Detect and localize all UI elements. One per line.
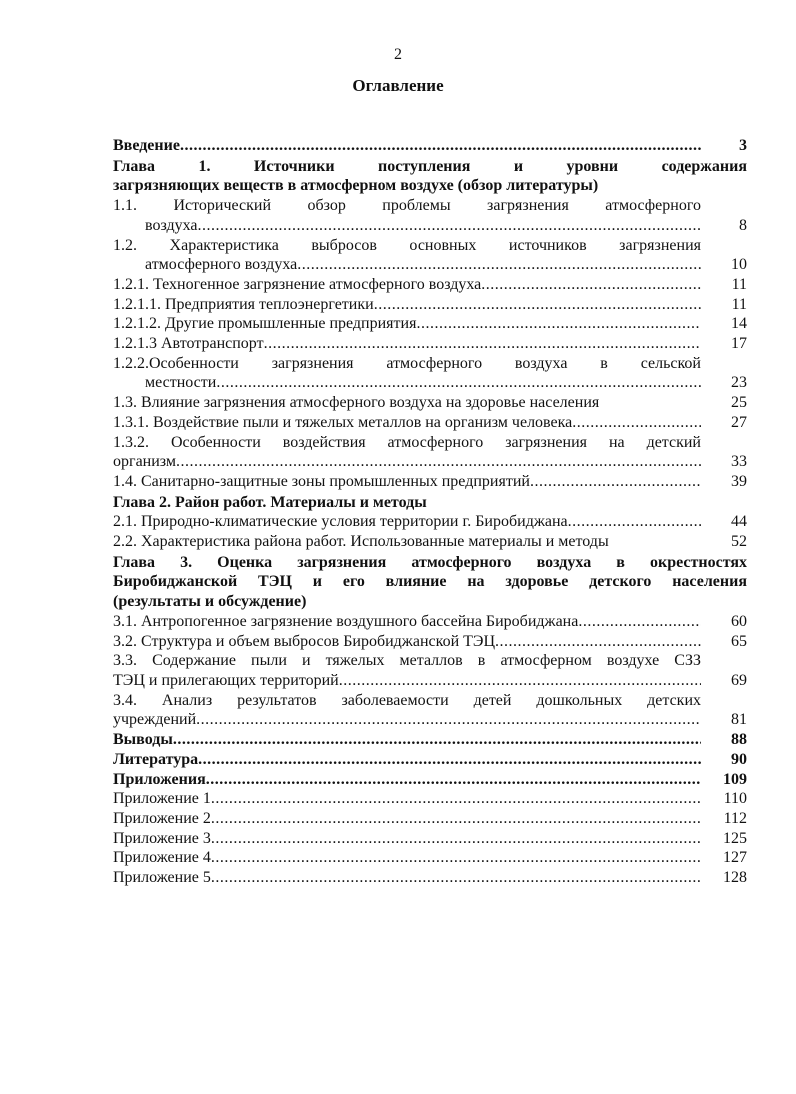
toc-page-number: 125 bbox=[723, 829, 747, 847]
toc-entry-line bbox=[113, 809, 701, 829]
toc-entry-title: 1.2.1.2. Другие промышленные предприятия bbox=[113, 315, 417, 333]
toc-page-number: 69 bbox=[731, 671, 747, 689]
toc-entry-title: 3.1. Антропогенное загрязнение воздушного бассейна Биробиджана bbox=[113, 612, 579, 630]
toc-entry-line bbox=[113, 255, 701, 275]
toc-entry-line bbox=[113, 671, 701, 691]
toc-entry[interactable] bbox=[113, 314, 747, 334]
toc-entry-title-continuation: атмосферного воздуха bbox=[145, 256, 298, 274]
chapter-heading-line: Глава 2. Район работ. Материалы и методы bbox=[113, 493, 427, 511]
toc-page-number: 110 bbox=[723, 790, 747, 808]
dot-leader bbox=[416, 314, 701, 334]
toc-page-number: 3 bbox=[739, 137, 747, 154]
toc-entry-line bbox=[113, 789, 701, 809]
toc-entry-title: 2.2. Характеристика района работ. Использованные материалы и методы bbox=[113, 533, 609, 551]
toc-entry-line bbox=[113, 136, 701, 156]
dot-leader bbox=[173, 730, 701, 750]
toc-entry-title: 3.2. Структура и объем выбросов Биробиджанской ТЭЦ bbox=[113, 632, 496, 650]
dot-leader bbox=[211, 789, 701, 809]
toc-entry-line bbox=[113, 512, 701, 532]
toc-page-number: 23 bbox=[731, 374, 747, 392]
dot-leader bbox=[176, 452, 701, 472]
toc-entry-title: 1.3.1. Воздействие пыли и тяжелых металлов на организм человека bbox=[113, 413, 573, 431]
toc-entry-line bbox=[113, 373, 701, 393]
toc-entry-title: Введение bbox=[113, 137, 180, 154]
toc-entry-title: 2.1. Природно-климатические условия территории г. Биробиджана bbox=[113, 513, 568, 531]
toc-entry-line bbox=[113, 612, 701, 632]
toc-entry-text bbox=[113, 136, 701, 156]
toc-entry-text bbox=[113, 334, 701, 354]
toc-entry-title: 1.4. Санитарно-защитные зоны промышленных предприятий bbox=[113, 472, 530, 490]
toc-page-number: 11 bbox=[731, 275, 747, 293]
toc-entry-line bbox=[113, 295, 701, 315]
toc-entry-title: Приложения bbox=[113, 770, 206, 788]
toc-chapter-heading bbox=[113, 157, 747, 196]
toc-entry[interactable] bbox=[113, 829, 747, 849]
dot-leader bbox=[572, 413, 701, 433]
toc-entry[interactable] bbox=[113, 848, 747, 868]
toc-entry-title: Выводы bbox=[113, 731, 173, 749]
toc-entry-text bbox=[113, 295, 701, 315]
toc-page-number: 25 bbox=[731, 394, 747, 412]
toc-entry-line bbox=[113, 452, 701, 472]
toc-entry[interactable] bbox=[113, 295, 747, 315]
toc-entry-line bbox=[113, 868, 701, 888]
toc-entry[interactable] bbox=[113, 770, 747, 790]
toc-entry-text bbox=[113, 275, 701, 295]
toc-page-number: 17 bbox=[731, 335, 747, 353]
chapter-heading-line: Глава 1. Источники поступления и уровни содержания bbox=[113, 157, 747, 175]
toc-entry-title: 1.2.1.3 Автотранспорт bbox=[113, 335, 264, 353]
toc-entry[interactable] bbox=[113, 334, 747, 354]
toc-entry-title-continuation: организм bbox=[113, 453, 177, 471]
dot-leader bbox=[374, 295, 701, 315]
toc-page-number: 81 bbox=[731, 711, 747, 729]
toc-page-number: 39 bbox=[731, 472, 747, 490]
toc-entry[interactable] bbox=[113, 393, 747, 413]
toc-entry[interactable] bbox=[113, 691, 747, 730]
toc-entry-line bbox=[113, 413, 701, 433]
toc-entry-text bbox=[113, 512, 701, 532]
dot-leader bbox=[339, 671, 701, 691]
dot-leader bbox=[198, 216, 701, 236]
chapter-heading-line: загрязняющих веществ в атмосферном воздухе (обзор литературы) bbox=[113, 177, 599, 195]
toc-entry[interactable] bbox=[113, 275, 747, 295]
toc-entry-line bbox=[113, 710, 701, 730]
toc-chapter-heading bbox=[113, 553, 747, 612]
toc-entry-title-continuation: местности bbox=[145, 374, 217, 392]
toc-entry-title: Приложение 5 bbox=[113, 869, 211, 887]
dot-leader bbox=[211, 868, 701, 888]
toc-entry-title: Литература bbox=[113, 750, 199, 768]
toc-entry[interactable] bbox=[113, 632, 747, 652]
dot-leader bbox=[530, 472, 701, 492]
dot-leader bbox=[196, 710, 701, 730]
toc-entry-line bbox=[113, 216, 701, 236]
toc-entry-text bbox=[113, 236, 701, 275]
toc-entry-line bbox=[113, 750, 701, 770]
toc-page-number: 11 bbox=[731, 295, 747, 313]
toc-entry-text bbox=[113, 632, 701, 652]
dot-leader bbox=[495, 632, 701, 652]
toc-page-number: 44 bbox=[731, 513, 747, 531]
table-of-contents bbox=[113, 136, 747, 888]
toc-entry-title-first-line: 1.3.2. Особенности воздействия атмосферного загрязнения на детский bbox=[113, 433, 701, 451]
toc-entry-title-first-line: 1.2. Характеристика выбросов основных источников загрязнения bbox=[113, 236, 701, 254]
toc-entry-line bbox=[113, 275, 701, 295]
toc-entry-line bbox=[113, 532, 701, 552]
toc-entry-text bbox=[113, 809, 701, 829]
toc-entry-text bbox=[113, 472, 701, 492]
toc-entry[interactable] bbox=[113, 612, 747, 632]
toc-entry[interactable] bbox=[113, 809, 747, 829]
toc-entry[interactable] bbox=[113, 354, 747, 393]
toc-entry-title-continuation: учреждений bbox=[113, 711, 197, 729]
dot-leader bbox=[206, 770, 701, 790]
toc-entry-line bbox=[113, 393, 701, 413]
toc-entry-title: 1.3. Влияние загрязнения атмосферного воздуха на здоровье населения bbox=[113, 394, 600, 412]
toc-page-number: 33 bbox=[731, 453, 747, 471]
toc-entry-title-first-line: 3.4. Анализ результатов заболеваемости детей дошкольных детских bbox=[113, 691, 701, 709]
toc-entry[interactable] bbox=[113, 472, 747, 492]
toc-entry[interactable] bbox=[113, 730, 747, 750]
toc-entry-text bbox=[113, 730, 701, 750]
dot-leader bbox=[211, 848, 701, 868]
toc-page-number: 127 bbox=[723, 849, 747, 867]
toc-entry-text bbox=[113, 789, 701, 809]
dot-leader bbox=[578, 612, 701, 632]
toc-page-number: 8 bbox=[739, 216, 747, 234]
toc-entry-text bbox=[113, 848, 701, 868]
toc-entry-title: 1.2.1.1. Предприятия теплоэнергетики bbox=[113, 295, 374, 313]
toc-entry-title-first-line: 3.3. Содержание пыли и тяжелых металлов в атмосферном воздухе СЗЗ bbox=[113, 652, 701, 670]
toc-entry[interactable] bbox=[113, 750, 747, 770]
chapter-heading-line: (результаты и обсуждение) bbox=[113, 593, 307, 611]
dot-leader bbox=[297, 255, 701, 275]
toc-entry-text bbox=[113, 651, 701, 690]
toc-entry-title-first-line: 1.2.2.Особенности загрязнения атмосферного воздуха в сельской bbox=[113, 354, 701, 372]
dot-leader bbox=[264, 334, 701, 354]
toc-entry-line bbox=[113, 730, 701, 750]
toc-entry-line bbox=[113, 334, 701, 354]
toc-entry-title: Приложение 3 bbox=[113, 829, 211, 847]
toc-entry-line bbox=[113, 472, 701, 492]
toc-entry[interactable] bbox=[113, 196, 747, 235]
dot-leader bbox=[180, 136, 701, 156]
toc-entry-text bbox=[113, 393, 701, 413]
toc-page-number: 27 bbox=[731, 413, 747, 431]
dot-leader bbox=[211, 809, 701, 829]
toc-entry-text bbox=[113, 354, 701, 393]
toc-entry-line bbox=[113, 770, 701, 790]
toc-entry-title: Приложение 2 bbox=[113, 809, 211, 827]
toc-entry-text bbox=[113, 196, 701, 235]
toc-title: Оглавление bbox=[352, 76, 444, 95]
chapter-heading-line: Глава 3. Оценка загрязнения атмосферного воздуха в окрестностях bbox=[113, 553, 747, 571]
toc-entry[interactable] bbox=[113, 236, 747, 275]
toc-entry-title: Приложение 4 bbox=[113, 849, 211, 867]
toc-entry-text bbox=[113, 433, 701, 472]
toc-page-number: 109 bbox=[723, 770, 747, 788]
toc-entry-text bbox=[113, 750, 701, 770]
toc-entry-line bbox=[113, 632, 701, 652]
dot-leader bbox=[481, 275, 701, 295]
toc-page-number: 10 bbox=[731, 256, 747, 274]
toc-entry-text bbox=[113, 532, 701, 552]
toc-entry-text bbox=[113, 691, 701, 730]
toc-entry-title-continuation: воздуха bbox=[145, 216, 198, 234]
toc-page-number: 14 bbox=[731, 315, 747, 333]
toc-entry-title: 1.2.1. Техногенное загрязнение атмосферного воздуха bbox=[113, 275, 482, 293]
toc-entry-text bbox=[113, 829, 701, 849]
toc-entry[interactable] bbox=[113, 651, 747, 690]
chapter-heading-line: Биробиджанской ТЭЦ и его влияние на здоровье детского населения bbox=[113, 573, 747, 591]
toc-entry-title-first-line: 1.1. Исторический обзор проблемы загрязнения атмосферного bbox=[113, 197, 701, 215]
toc-entry-line bbox=[113, 314, 701, 334]
dot-leader bbox=[211, 829, 701, 849]
toc-entry-text bbox=[113, 770, 701, 790]
toc-entry-text bbox=[113, 868, 701, 888]
toc-page-number: 88 bbox=[731, 731, 747, 749]
toc-entry-title: Приложение 1 bbox=[113, 790, 211, 808]
toc-entry[interactable] bbox=[113, 413, 747, 433]
toc-entry-text bbox=[113, 413, 701, 433]
page-number: 2 bbox=[394, 46, 402, 63]
toc-entry-line bbox=[113, 848, 701, 868]
toc-entry[interactable] bbox=[113, 136, 747, 156]
toc-page-number: 52 bbox=[731, 533, 747, 551]
toc-page-number: 128 bbox=[723, 869, 747, 887]
toc-entry-text bbox=[113, 314, 701, 334]
toc-page-number: 65 bbox=[731, 632, 747, 650]
toc-entry-line bbox=[113, 829, 701, 849]
toc-page-number: 90 bbox=[731, 750, 747, 768]
toc-entry[interactable] bbox=[113, 512, 747, 532]
toc-entry[interactable] bbox=[113, 532, 747, 552]
toc-entry[interactable] bbox=[113, 433, 747, 472]
toc-chapter-heading bbox=[113, 493, 747, 513]
toc-entry[interactable] bbox=[113, 789, 747, 809]
dot-leader bbox=[568, 512, 701, 532]
toc-entry-text bbox=[113, 612, 701, 632]
toc-page-number: 60 bbox=[731, 612, 747, 630]
toc-entry-title-continuation: ТЭЦ и прилегающих территорий bbox=[113, 671, 339, 689]
dot-leader bbox=[216, 373, 701, 393]
dot-leader bbox=[198, 750, 701, 770]
toc-page-number: 112 bbox=[723, 809, 747, 827]
toc-entry[interactable] bbox=[113, 868, 747, 888]
